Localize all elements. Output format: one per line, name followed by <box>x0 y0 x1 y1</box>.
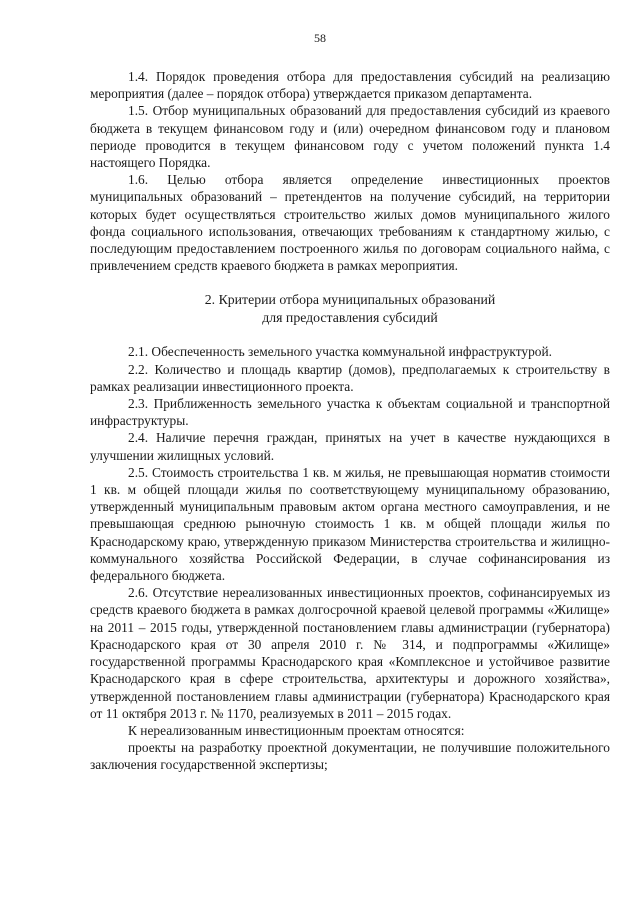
paragraph-2-4: 2.4. Наличие перечня граждан, принятых на учет в качестве нуждающихся в улучшении жилищных условий. <box>90 430 610 463</box>
paragraph-2-3: 2.3. Приближенность земельного участка к объектам социальной и транспортной инфраструктуры. <box>90 396 610 429</box>
paragraph-2-2: 2.2. Количество и площадь квартир (домов), предполагаемых к строительству в рамках реализации инвестиционного проекта. <box>90 361 610 394</box>
paragraph-2-6: 2.6. Отсутствие нереализованных инвестиционных проектов, софинансируемых из средств краевого бюджета в рамках долгосрочной краевой целевой программы «Жилище» на 2011 – 2015 годы, утвержденной постановлением главы администрации (губернатора) Краснодарского края от 30 апреля 2010 г. № 314, и подпрограммы «Жилище» государственной программы Краснодарского края «Комплексное и устойчивое развитие Краснодарского края в сфере строительства, архитектуры и дорожного хозяйства», утвержденной постановлением главы администрации (губернатора) Краснодарского края от 11 октября 2013 г. № 1170, реализуемых в 2011 – 2015 годах. <box>90 585 610 721</box>
paragraph-2-1: 2.1. Обеспеченность земельного участка коммунальной инфраструктурой. <box>128 344 553 360</box>
document-body <box>90 68 610 774</box>
section-heading-line-2: для предоставления субсидий <box>262 310 438 326</box>
paragraph-1-5: 1.5. Отбор муниципальных образований для предоставления субсидий из краевого бюджета в текущем финансовом году и (или) очередном финансовом году и плановом периоде проводится в текущем финансовом году с учетом положений пункта 1.4 настоящего Порядка. <box>90 103 610 171</box>
paragraph-unrealized-item: проекты на разработку проектной документации, не получившие положительного заключения государственной экспертизы; <box>90 740 610 773</box>
paragraph-1-4: 1.4. Порядок проведения отбора для предоставления субсидий на реализацию мероприятия (далее – порядок отбора) утверждается приказом департамента. <box>90 69 610 102</box>
page-number: 58 <box>314 31 326 45</box>
paragraph-1-6: 1.6. Целью отбора является определение инвестиционных проектов муниципальных образований – претендентов на получение субсидий, на территории которых будет осуществляться строительство жилых домов муниципального жилого фонда социального использования, отвечающих требованиям к стандартному жилью, с последующим предоставлением построенного жилья по договорам социального найма, с привлечением средств краевого бюджета в рамках мероприятия. <box>90 172 610 274</box>
paragraph-unrealized-intro: К нереализованным инвестиционным проектам относятся: <box>128 722 465 738</box>
section-heading <box>90 291 610 327</box>
paragraph-2-5: 2.5. Стоимость строительства 1 кв. м жилья, не превышающая норматив стоимости 1 кв. м общей площади жилья по соответствующему муниципальному образованию, утвержденный муниципальным правовым актом органа местного самоуправления, и не превышающая среднюю рыночную стоимость 1 кв. м общей площади жилья по Краснодарскому краю, утвержденную приказом Министерства строительства и жилищно-коммунального хозяйства Российской Федерации, в случае софинансирования из федерального бюджета. <box>90 464 610 584</box>
section-heading-line-1: 2. Критерии отбора муниципальных образований <box>204 292 496 308</box>
